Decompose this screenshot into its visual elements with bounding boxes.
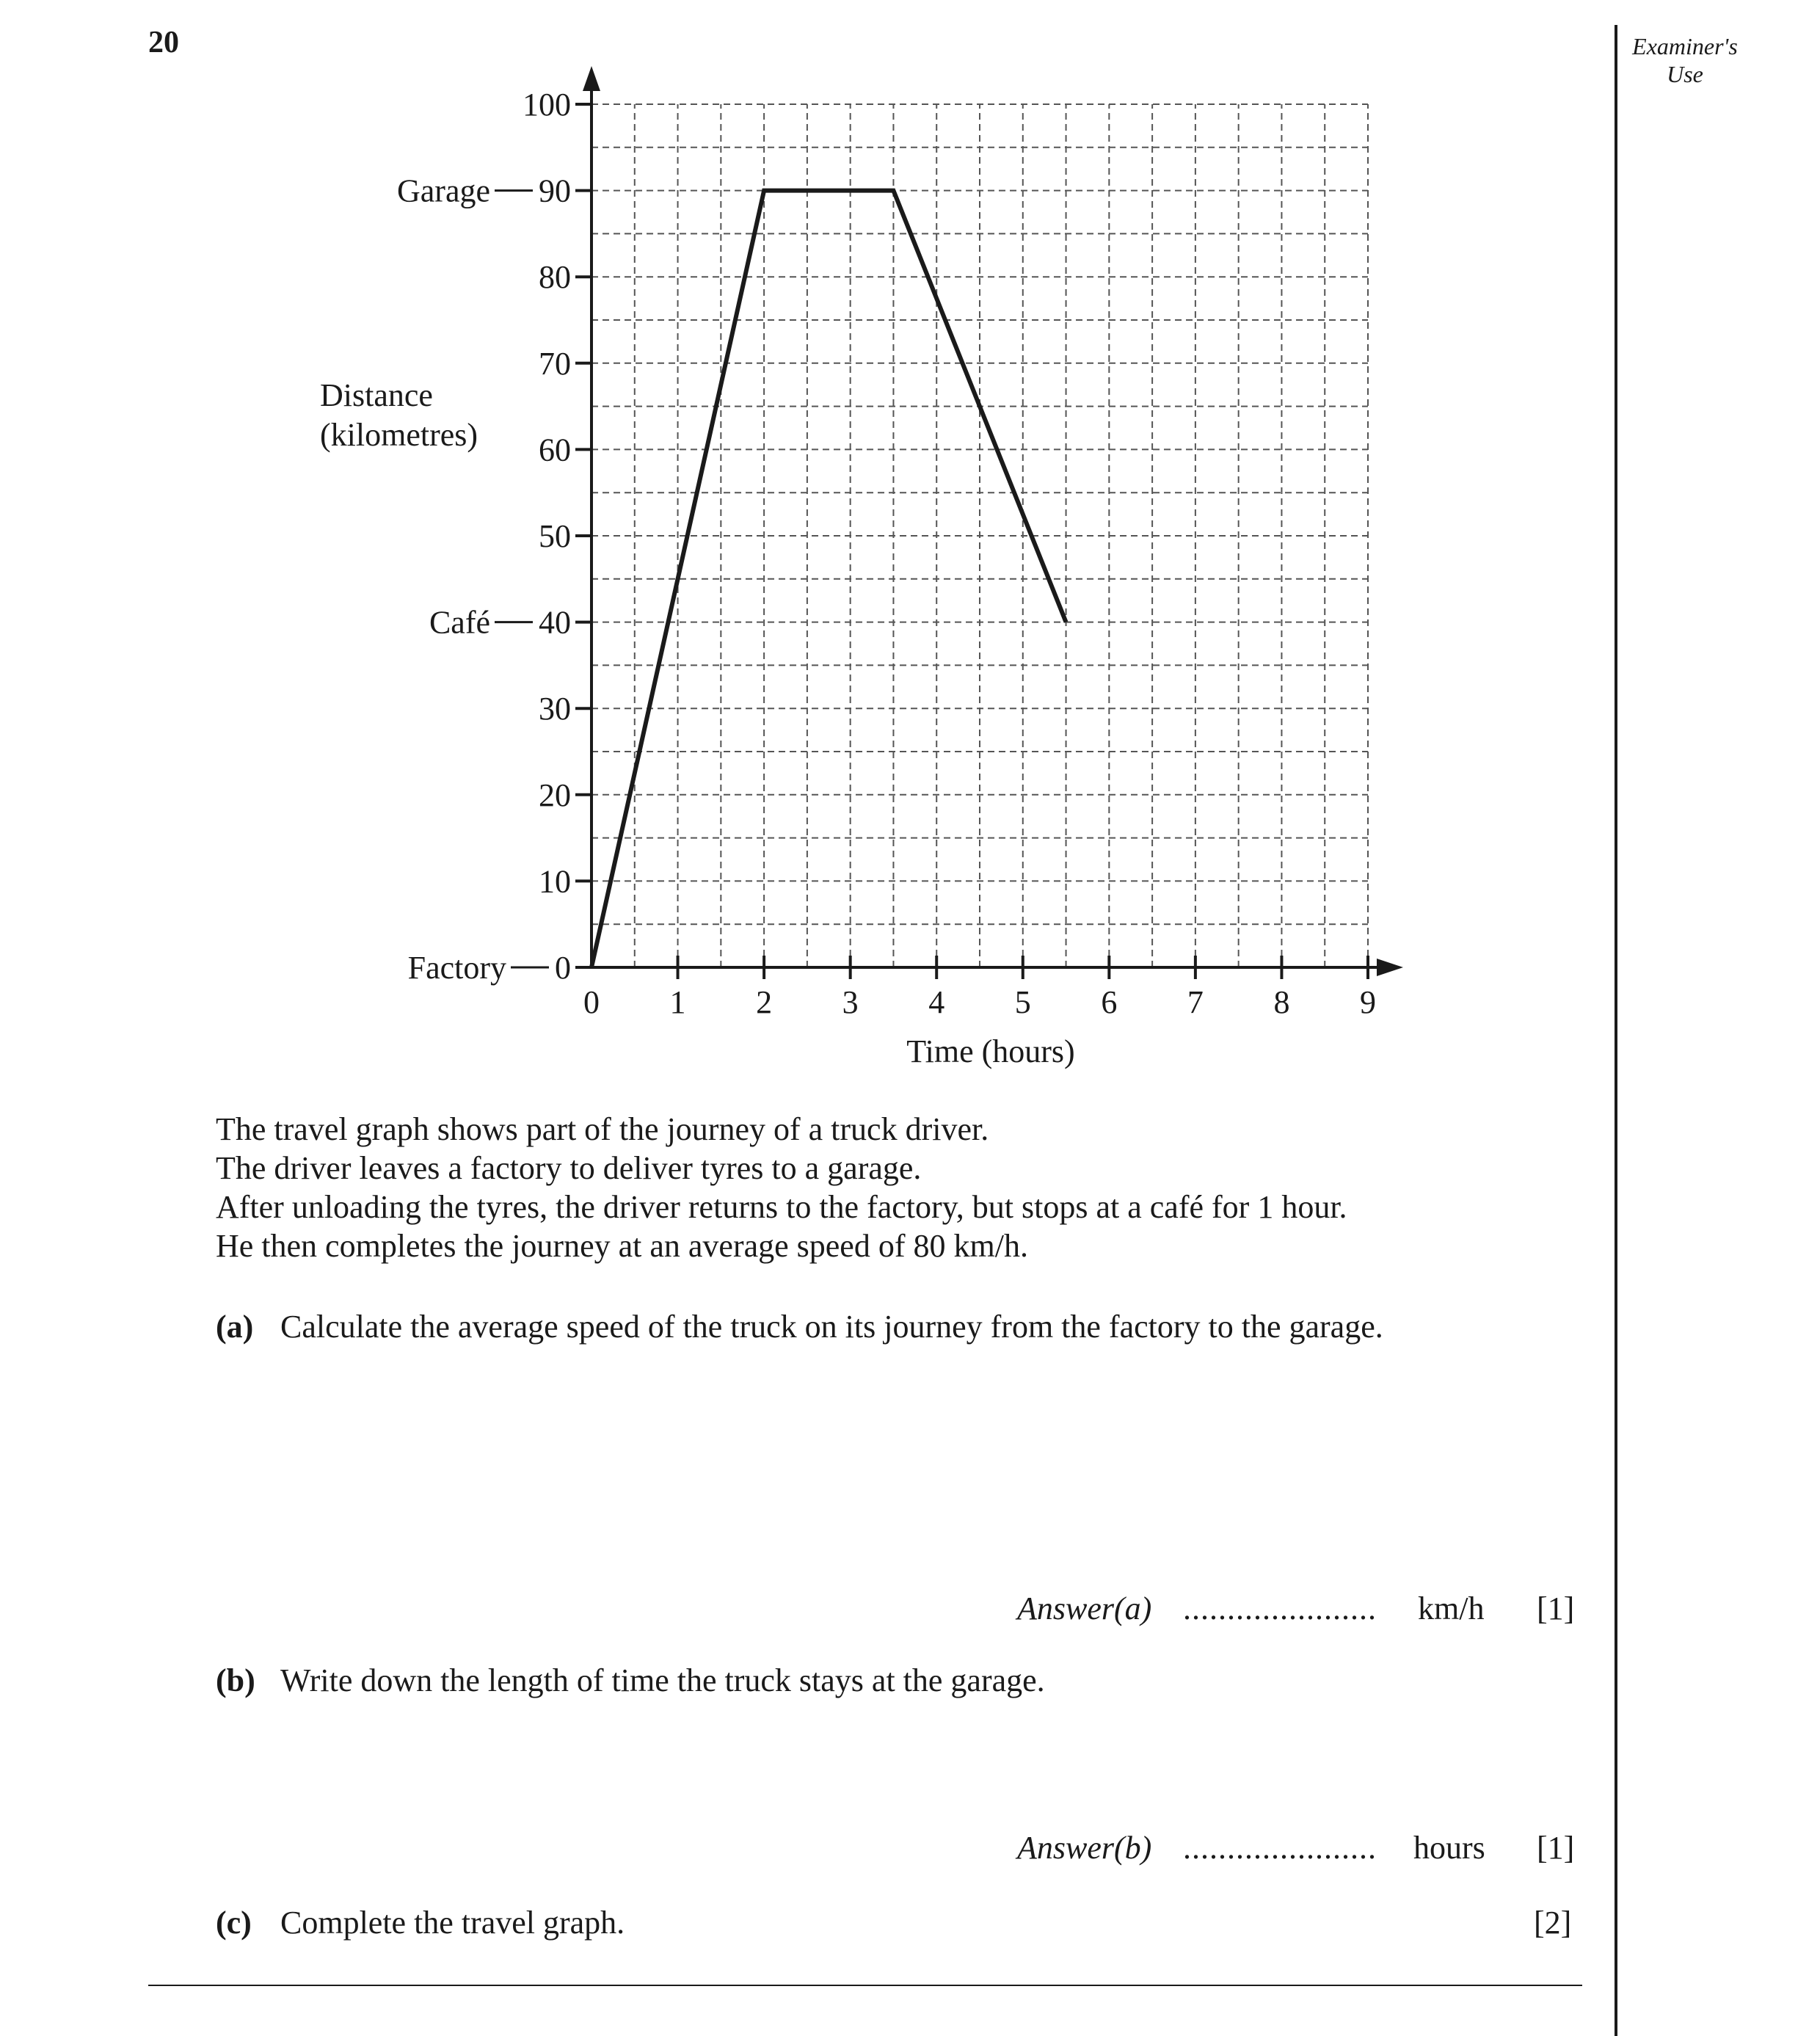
tick-labels bbox=[523, 87, 1376, 1020]
y-tick-label: 90 bbox=[539, 172, 571, 209]
y-axis-label-line-1: Distance bbox=[320, 377, 433, 413]
y-axis-arrow bbox=[583, 66, 600, 91]
answer-a-marks: [1] bbox=[1537, 1590, 1575, 1626]
answer-b-field[interactable]: ...................... bbox=[1183, 1830, 1377, 1866]
place-label-garage: Garage bbox=[396, 172, 490, 209]
answer-b-marks: [1] bbox=[1537, 1830, 1575, 1866]
answer-a-label: Answer(a) bbox=[1017, 1590, 1152, 1626]
answer-a-field[interactable]: ...................... bbox=[1183, 1590, 1377, 1626]
part-a-text: Calculate the average speed of the truck on its journey from the factory to the garage. bbox=[280, 1309, 1383, 1345]
examiners-use-line-2: Use bbox=[1667, 61, 1703, 87]
y-tick-label: 100 bbox=[523, 87, 571, 123]
part-a-label: (a) bbox=[216, 1309, 254, 1345]
answer-b bbox=[1017, 1829, 1151, 1866]
question-intro bbox=[216, 1110, 1347, 1265]
part-b-text: Write down the length of time the truck stays at the garage. bbox=[280, 1662, 1045, 1698]
x-tick-label: 3 bbox=[842, 984, 859, 1020]
y-tick-label: 0 bbox=[555, 950, 571, 986]
y-tick-label: 50 bbox=[539, 518, 571, 554]
y-axis-label-line-2: (kilometres) bbox=[320, 417, 478, 453]
x-tick-label: 7 bbox=[1187, 984, 1204, 1020]
part-c-text: Complete the travel graph. bbox=[280, 1905, 625, 1941]
intro-line-4: He then completes the journey at an average speed of 80 km/h. bbox=[216, 1228, 1028, 1264]
x-tick-label: 5 bbox=[1014, 984, 1031, 1020]
y-tick-label: 80 bbox=[539, 259, 571, 296]
question-number: 20 bbox=[148, 26, 179, 59]
x-tick-label: 1 bbox=[669, 984, 686, 1020]
answer-b-label: Answer(b) bbox=[1017, 1830, 1152, 1866]
intro-line-1: The travel graph shows part of the journey of a truck driver. bbox=[216, 1111, 989, 1147]
answer-b-unit: hours bbox=[1413, 1830, 1485, 1866]
y-tick-label: 70 bbox=[539, 345, 571, 382]
footer-rule bbox=[148, 1985, 1582, 1986]
place-label-caf: Café bbox=[429, 604, 490, 641]
x-tick-label: 9 bbox=[1360, 984, 1376, 1020]
part-a bbox=[216, 1308, 1383, 1345]
y-tick-label: 10 bbox=[539, 863, 571, 900]
answer-a bbox=[1017, 1590, 1151, 1627]
x-tick-label: 6 bbox=[1101, 984, 1118, 1020]
part-c-marks: [2] bbox=[1534, 1905, 1572, 1941]
y-tick-label: 20 bbox=[539, 777, 571, 813]
place-labels bbox=[397, 173, 549, 986]
part-b-label: (b) bbox=[216, 1662, 255, 1698]
part-c bbox=[216, 1904, 625, 1941]
answer-a-unit: km/h bbox=[1418, 1590, 1485, 1626]
x-tick-label: 2 bbox=[756, 984, 773, 1020]
part-b bbox=[216, 1662, 1045, 1699]
x-tick-label: 8 bbox=[1273, 984, 1290, 1020]
axes bbox=[575, 66, 1403, 979]
grid bbox=[592, 104, 1368, 967]
examiners-use-line-1: Examiner's bbox=[1632, 33, 1738, 59]
x-tick-label: 4 bbox=[928, 984, 945, 1020]
y-tick-label: 60 bbox=[539, 432, 571, 468]
x-tick-label: 0 bbox=[583, 984, 600, 1020]
place-label-factory: Factory bbox=[407, 950, 506, 986]
intro-line-2: The driver leaves a factory to deliver tyres to a garage. bbox=[216, 1150, 922, 1186]
y-tick-label: 30 bbox=[539, 691, 571, 727]
y-tick-label: 40 bbox=[539, 604, 571, 641]
intro-line-3: After unloading the tyres, the driver returns to the factory, but stops at a café for 1 hour. bbox=[216, 1189, 1347, 1225]
part-c-label: (c) bbox=[216, 1905, 252, 1941]
x-axis-label: Time (hours) bbox=[906, 1033, 1075, 1069]
x-axis-arrow bbox=[1377, 959, 1403, 976]
